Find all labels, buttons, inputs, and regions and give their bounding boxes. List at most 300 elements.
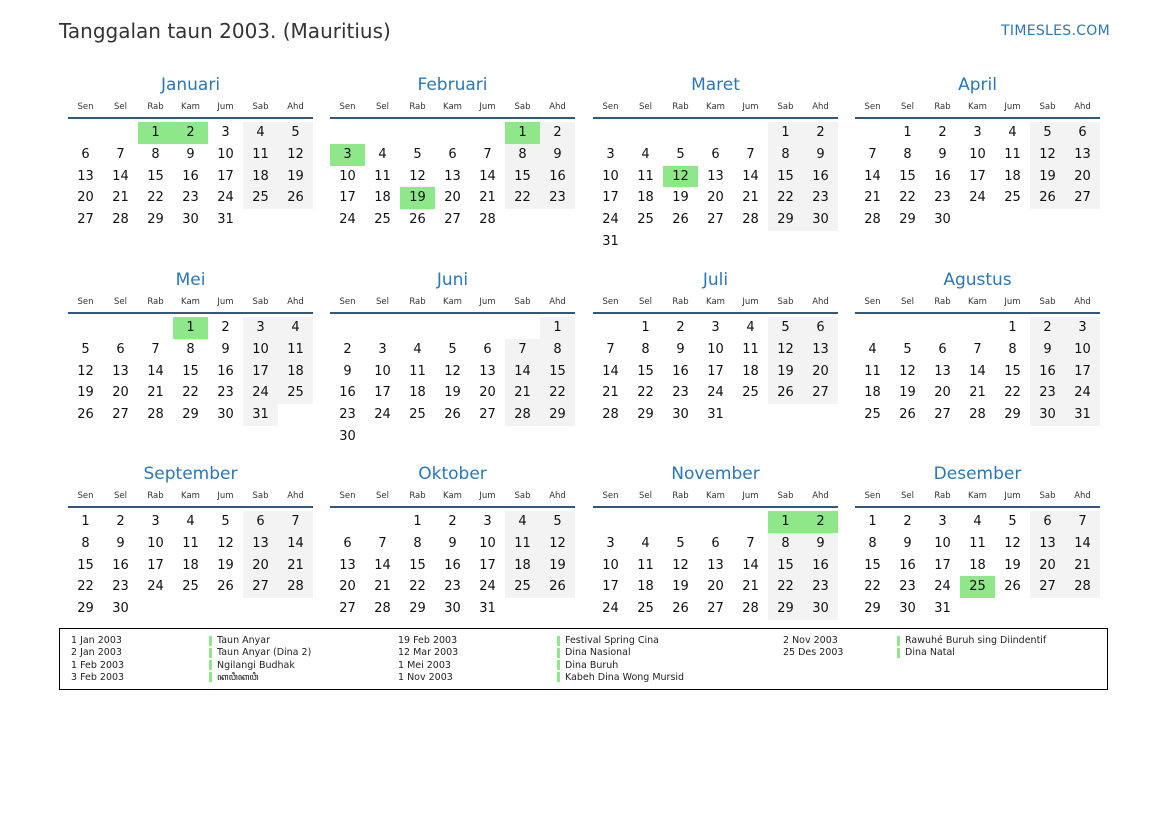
holiday-legend [59,628,1108,690]
day-cell: 19 [768,361,803,383]
day-cell: 1 [768,122,803,144]
empty-cell [365,122,400,144]
day-cell: 1 [641,320,650,335]
day-cell: 15 [637,363,654,379]
day-cell: 1 [903,125,912,140]
day-cell: 11 [374,168,391,184]
day-cell: 11 [637,557,654,573]
day-cell: 19 [217,557,234,573]
day-cell: 21 [479,190,496,206]
day-cell: 18 [1004,168,1021,184]
day-cell: 27 [339,601,356,617]
day-cell: 20 [479,385,496,401]
brand-link[interactable]: TIMESLES.COM [1001,23,1110,39]
day-cell: 11 [742,341,759,357]
weekday-label: Sab [514,297,531,307]
empty-cell [68,122,103,144]
day-cell: 2 [540,122,575,144]
weekday-label: Ahd [287,491,304,501]
holiday-marker [209,648,212,658]
empty-cell [855,122,890,144]
weekday-header [593,488,838,508]
weekday-header [330,488,575,508]
day-cell: 2 [448,514,457,529]
day-cell: 20 [707,190,724,206]
day-cell: 31 [602,233,619,249]
day-cell: 10 [707,341,724,357]
day-cell: 4 [378,146,387,162]
day-cell: 10 [969,146,986,162]
weekday-label: Sab [514,102,531,112]
day-cell: 29 [540,404,575,426]
day-cell: 9 [343,363,352,379]
day-cell: 7 [973,341,982,357]
day-cell: 6 [711,535,720,551]
empty-cell [208,598,243,620]
day-cell: 8 [641,341,650,357]
empty-cell [330,317,365,339]
day-cell: 30 [672,407,689,423]
day-cell: 22 [505,187,540,209]
day-cell: 7 [746,535,755,551]
weekday-label: Sen [339,102,356,112]
day-cell: 5 [676,146,685,162]
day-cell: 24 [969,190,986,206]
day-cell: 29 [147,212,164,228]
weekday-label: Ahd [1074,297,1091,307]
legend-holiday-name: Rawuhé Buruh sing Diindentif [905,635,1047,646]
day-cell: 25 [505,576,540,598]
empty-cell [400,122,435,144]
day-cell: 2 [1030,317,1065,339]
empty-cell [1030,598,1065,620]
day-cell: 10 [479,535,496,551]
empty-cell [470,122,505,144]
day-cell: 17 [934,557,951,573]
weekday-label: Kam [443,297,462,307]
day-cell: 27 [707,601,724,617]
day-cell: 18 [374,190,391,206]
empty-cell [365,317,400,339]
day-cell: 18 [505,555,540,577]
legend-date: 2 Jan 2003 [71,647,122,659]
month-name: Juli [702,270,729,290]
day-cell: 9 [803,533,838,555]
day-cell: 6 [343,535,352,551]
day-grid [68,511,313,620]
day-cell: 20 [243,555,278,577]
day-cell: 21 [278,555,313,577]
day-cell: 31 [479,601,496,617]
day-cell: 26 [672,212,689,228]
day-cell: 5 [676,535,685,551]
day-cell: 31 [1065,404,1100,426]
day-cell: 8 [81,535,90,551]
day-cell: 2 [938,125,947,140]
day-cell: 15 [768,555,803,577]
day-cell: 30 [899,601,916,617]
day-cell: 14 [112,168,129,184]
weekday-label: Ahd [287,297,304,307]
day-cell: 27 [479,407,496,423]
weekday-label: Sel [114,102,127,112]
day-cell: 4 [641,535,650,551]
day-cell: 15 [409,557,426,573]
weekday-label: Sel [376,297,389,307]
day-cell: 7 [378,535,387,551]
day-cell: 29 [182,407,199,423]
day-cell: 26 [540,576,575,598]
day-cell: 25 [278,382,313,404]
day-grid [330,122,575,231]
day-cell: 5 [278,122,313,144]
day-cell: 31 [217,212,234,228]
day-cell: 9 [1030,339,1065,361]
day-cell: 12 [77,363,94,379]
day-cell: 14 [479,168,496,184]
day-cell: 2 [343,341,352,357]
weekday-label: Rab [934,297,951,307]
day-cell: 5 [81,341,90,357]
weekday-header [855,294,1100,314]
empty-cell [995,209,1030,231]
weekday-label: Rab [409,491,426,501]
month-name: Maret [691,75,740,95]
day-cell: 7 [278,511,313,533]
day-cell: 8 [768,144,803,166]
holiday-marker [897,648,900,658]
legend-holiday [209,635,311,647]
day-cell: 4 [278,317,313,339]
day-cell: 19 [444,385,461,401]
day-cell: 25 [182,579,199,595]
empty-cell [960,598,995,620]
day-cell: 16 [672,363,689,379]
month-juni [330,268,575,448]
day-cell: 12 [540,533,575,555]
day-cell: 22 [768,576,803,598]
day-cell: 12 [672,557,689,573]
day-cell: 10 [602,557,619,573]
month-name: Agustus [943,270,1012,290]
day-cell: 22 [637,385,654,401]
legend-holiday [897,647,1046,659]
day-cell: 4 [1008,125,1017,140]
weekday-label: Ahd [549,491,566,501]
empty-cell [1030,209,1065,231]
holiday-day-cell: 12 [663,166,698,188]
weekday-header [68,99,313,119]
day-cell: 21 [147,385,164,401]
weekday-label: Sel [639,491,652,501]
day-cell: 27 [77,212,94,228]
day-cell: 8 [540,339,575,361]
day-cell: 7 [116,146,125,162]
day-cell: 4 [505,511,540,533]
legend-date: 1 Jan 2003 [71,635,122,646]
day-cell: 11 [278,339,313,361]
weekday-label: Rab [409,102,426,112]
empty-cell [995,598,1030,620]
day-grid [593,122,838,253]
month-name: Januari [160,75,221,95]
day-cell: 23 [803,576,838,598]
day-cell: 4 [973,514,982,529]
weekday-label: Kam [968,297,987,307]
empty-cell [435,317,470,339]
day-cell: 7 [606,341,615,357]
day-cell: 30 [803,209,838,231]
day-cell: 31 [707,407,724,423]
day-cell: 8 [903,146,912,162]
day-cell: 21 [742,579,759,595]
day-cell: 25 [1004,190,1021,206]
day-cell: 30 [444,601,461,617]
day-cell: 18 [243,166,278,188]
day-cell: 24 [1065,382,1100,404]
weekday-header [593,99,838,119]
empty-cell [505,426,540,448]
weekday-label: Sel [901,102,914,112]
day-cell: 17 [969,168,986,184]
day-cell: 6 [116,341,125,357]
day-cell: 20 [707,579,724,595]
empty-cell [103,122,138,144]
weekday-label: Sab [514,491,531,501]
weekday-label: Sen [339,297,356,307]
day-cell: 3 [483,514,492,529]
day-cell: 24 [374,407,391,423]
day-cell: 23 [182,190,199,206]
weekday-label: Sen [864,297,881,307]
weekday-label: Sab [1039,491,1056,501]
day-cell: 30 [1030,404,1065,426]
day-cell: 9 [448,535,457,551]
weekday-label: Sab [777,102,794,112]
month-name: November [671,464,760,484]
day-cell: 17 [339,190,356,206]
weekday-label: Sen [602,102,619,112]
day-cell: 29 [768,209,803,231]
day-cell: 5 [903,341,912,357]
empty-cell [138,317,173,339]
day-cell: 26 [1030,187,1065,209]
day-cell: 28 [505,404,540,426]
day-cell: 23 [1030,382,1065,404]
empty-cell [593,317,628,339]
empty-cell [243,598,278,620]
holiday-day-cell: 25 [960,576,995,598]
day-cell: 28 [112,212,129,228]
empty-cell [768,404,803,426]
legend-holiday-name: ꦏꦮꦶꦏꦮꦶ [217,671,259,683]
day-cell: 19 [1004,557,1021,573]
holiday-day-cell: 1 [138,122,173,144]
day-cell: 11 [1004,146,1021,162]
empty-cell [68,317,103,339]
weekday-label: Sel [639,297,652,307]
day-cell: 15 [505,166,540,188]
month-november [593,462,838,620]
weekday-label: Rab [147,102,164,112]
empty-cell [278,404,313,426]
day-cell: 13 [1030,533,1065,555]
weekday-label: Kam [706,491,725,501]
holiday-day-cell: 1 [505,122,540,144]
day-cell: 24 [479,579,496,595]
day-cell: 7 [746,146,755,162]
weekday-label: Jum [479,297,496,307]
day-cell: 14 [742,168,759,184]
day-cell: 3 [711,320,720,335]
day-cell: 3 [378,341,387,357]
day-cell: 29 [77,601,94,617]
weekday-label: Sen [77,491,94,501]
day-cell: 28 [969,407,986,423]
day-cell: 16 [934,168,951,184]
day-cell: 27 [803,382,838,404]
weekday-label: Sel [901,491,914,501]
day-cell: 18 [969,557,986,573]
legend-date: 1 Mei 2003 [398,659,451,671]
day-cell: 15 [540,361,575,383]
day-cell: 21 [374,579,391,595]
day-cell: 23 [803,187,838,209]
empty-cell [243,209,278,231]
day-cell: 31 [934,601,951,617]
empty-cell [540,209,575,231]
day-cell: 25 [243,187,278,209]
weekday-label: Kam [181,491,200,501]
weekday-label: Kam [443,102,462,112]
weekday-header [593,294,838,314]
empty-cell [733,511,768,533]
holiday-day-cell: 1 [768,511,803,533]
day-cell: 21 [864,190,881,206]
day-cell: 2 [116,514,125,529]
empty-cell [173,598,208,620]
day-cell: 22 [77,579,94,595]
day-grid [68,317,313,426]
day-cell: 27 [112,407,129,423]
empty-cell [435,426,470,448]
day-cell: 22 [1004,385,1021,401]
day-cell: 14 [374,557,391,573]
day-cell: 6 [1030,511,1065,533]
empty-cell [330,511,365,533]
day-cell: 25 [409,407,426,423]
day-cell: 28 [742,212,759,228]
weekday-label: Jum [479,491,496,501]
day-cell: 22 [147,190,164,206]
month-juli [593,268,838,426]
month-januari [68,73,313,231]
day-cell: 15 [864,557,881,573]
legend-names-column [209,635,311,684]
day-cell: 17 [707,363,724,379]
day-cell: 12 [1030,144,1065,166]
day-cell: 1 [81,514,90,529]
empty-cell [540,598,575,620]
day-cell: 11 [864,363,881,379]
empty-cell [138,598,173,620]
day-cell: 12 [768,339,803,361]
day-cell: 10 [374,363,391,379]
day-cell: 30 [182,212,199,228]
day-cell: 11 [182,535,199,551]
day-cell: 9 [803,144,838,166]
day-cell: 3 [1065,317,1100,339]
day-cell: 23 [899,579,916,595]
day-cell: 12 [1004,535,1021,551]
day-cell: 14 [602,363,619,379]
weekday-label: Ahd [812,297,829,307]
day-cell: 23 [540,187,575,209]
day-cell: 12 [278,144,313,166]
day-cell: 24 [147,579,164,595]
day-cell: 9 [938,146,947,162]
weekday-label: Jum [742,297,759,307]
legend-holiday [557,672,684,684]
day-cell: 9 [186,146,195,162]
day-cell: 12 [409,168,426,184]
day-cell: 30 [112,601,129,617]
day-cell: 11 [637,168,654,184]
day-cell: 18 [637,579,654,595]
month-name: Mei [175,270,206,290]
legend-dates-column [783,635,843,660]
day-cell: 8 [868,535,877,551]
day-cell: 14 [864,168,881,184]
legend-dates-column [71,635,124,684]
empty-cell [365,511,400,533]
legend-names-column [557,635,684,684]
weekday-label: Jum [742,491,759,501]
weekday-label: Sen [864,491,881,501]
empty-cell [505,317,540,339]
month-name: Desember [933,464,1022,484]
day-cell: 7 [868,146,877,162]
day-cell: 2 [676,320,685,335]
day-grid [855,511,1100,620]
empty-cell [278,598,313,620]
day-cell: 23 [339,407,356,423]
day-cell: 30 [934,212,951,228]
day-cell: 26 [409,212,426,228]
day-cell: 29 [1004,407,1021,423]
empty-cell [803,231,838,253]
day-cell: 30 [803,598,838,620]
empty-cell [890,317,925,339]
day-cell: 27 [444,212,461,228]
day-cell: 13 [707,168,724,184]
day-cell: 16 [112,557,129,573]
day-cell: 13 [934,363,951,379]
day-cell: 12 [899,363,916,379]
weekday-label: Ahd [1074,102,1091,112]
empty-cell [330,122,365,144]
holiday-marker [209,660,212,670]
weekday-label: Jum [217,491,234,501]
day-cell: 24 [339,212,356,228]
weekday-label: Sen [864,102,881,112]
day-cell: 25 [637,212,654,228]
holiday-marker [557,660,560,670]
empty-cell [103,317,138,339]
day-cell: 8 [151,146,160,162]
day-cell: 16 [803,166,838,188]
empty-cell [593,511,628,533]
